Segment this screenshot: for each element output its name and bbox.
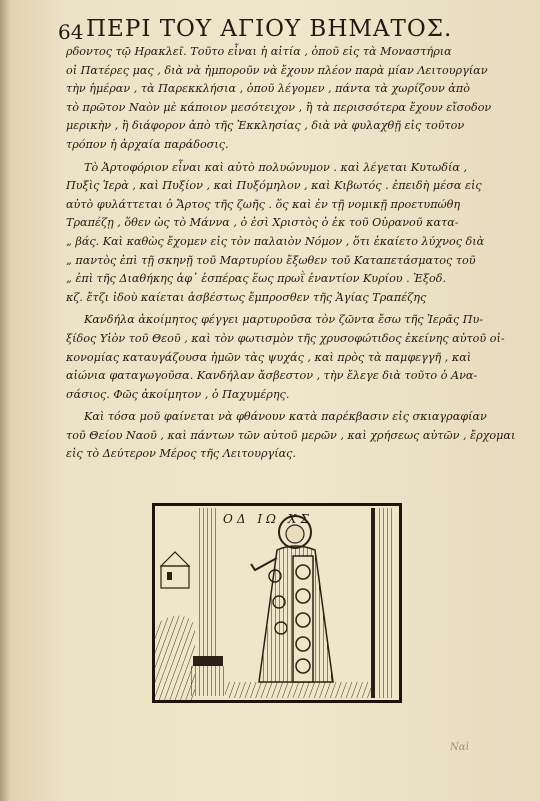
text-line: κονομίας καταυγάζουσα ἡμῶν τὰς ψυχάς , καὶ πρὸς τὰ παμφεγγῆ , καὶ bbox=[66, 350, 472, 364]
text-line: „ ἐπὶ τῆς Διαθήκης ἀφ᾽ ἑσπέρας ἕως πρωῒ ἐναντίον Κυρίου . Ἐξοδ. bbox=[66, 272, 447, 286]
page-gutter bbox=[0, 0, 10, 801]
text-line: ρδοντος τῷ Ηρακλεῖ. Τοῦτο εἶναι ἡ αἰτία , ὁποῦ εἰς τὰ Μοναστήρια bbox=[66, 45, 452, 58]
text-line: Τραπέζῃ , ὅθεν ὡς τὸ Μάννα , ὁ ἐσὶ Χριστὸς ὁ ἐκ τοῦ Οὐρανοῦ κατα- bbox=[66, 216, 459, 230]
catchword: Ναὶ bbox=[450, 742, 470, 753]
running-head: ΠΕΡΙ ΤΟΥ ΑΓΙΟΥ ΒΗΜΑΤΟΣ. bbox=[86, 16, 453, 42]
text-line: αὐτὸ φυλάττεται ὁ Ἄρτος τῆς ζωῆς . ὅς καὶ ἐν τῇ νομικῇ προετυπώθη bbox=[66, 197, 461, 211]
text-line: Πυξὶς Ἱερὰ , καὶ Πυξίον , καὶ Πυξόμηλον , καὶ Κιβωτός . ἐπειδὴ μέσα εἰς bbox=[66, 179, 482, 193]
text-line: εἰς τὸ Δεύτερον Μέρος τῆς Λειτουργίας. bbox=[66, 447, 296, 461]
body-text bbox=[66, 43, 518, 464]
text-line: σάσιος. Φῶς ἀκοίμητον , ὁ Παχυμέρης. bbox=[66, 387, 290, 401]
text-line: τοῦ Θείου Ναοῦ , καὶ πάντων τῶν αὐτοῦ μερῶν , καὶ χρήσεως αὐτῶν , ἔρχομαι bbox=[66, 428, 516, 442]
text-line: Τὸ Ἀρτοφόριον εἶναι καὶ αὐτὸ πολυώνυμον . καὶ λέγεται Κυτωδία , bbox=[84, 160, 468, 174]
page-header bbox=[58, 14, 498, 44]
text-line: τὸ πρῶτον Ναὸν μὲ κάποιον μεσότειχον , ἢ τὰ περισσότερα ἔχουν εἴσοδον bbox=[66, 100, 492, 114]
page-number: 64 bbox=[58, 20, 84, 44]
text-line: οἱ Πατέρες μας , διὰ νὰ ἠμποροῦν νὰ ἔχουν πλέον παρὰ μίαν Λειτουργίαν bbox=[66, 63, 488, 77]
woodcut-drawing bbox=[155, 506, 399, 700]
text-line: „ βάς. Καὶ καθὼς ἔχομεν εἰς τὸν παλαιὸν Νόμον , ὅτι ἐκαίετο λύχνος διὰ bbox=[66, 234, 485, 248]
woodcut-inscription: ΟΔ ΙΩ ΧΣ bbox=[223, 512, 313, 526]
text-line: αἰώνια φαταγωγοῦσα. Κανδήλαν ἄσβεστον , τὴν ἔλεγε διὰ τοῦτο ὁ Ανα- bbox=[66, 369, 478, 383]
text-line: Καὶ τόσα μοῦ φαίνεται νὰ φθάνουν κατὰ παρέκβασιν εἰς σκιαγραφίαν bbox=[84, 410, 487, 424]
woodcut-illustration bbox=[152, 503, 402, 703]
text-line: τὴν ἡμέραν , τὰ Παρεκκλήσια , ὁποῦ λέγομεν , πάντα τὰ χωρίζουν ἀπὸ bbox=[66, 82, 470, 96]
text-line: Κανδήλα ἀκοίμητος φέγγει μαρτυροῦσα τὸν ζῶντα ἔσω τῆς Ἱερᾶς Πυ- bbox=[84, 313, 484, 327]
text-line: τρόπον ἡ ἀρχαία παράδοσις. bbox=[66, 137, 229, 151]
text-line: „ παντὸς ἐπὶ τῇ σκηνῇ τοῦ Μαρτυρίου ἔξωθεν τοῦ Καταπετάσματος τοῦ bbox=[66, 253, 476, 267]
text-line: μερικὴν , ἢ διάφορον ἀπὸ τῆς Ἐκκλησίας , διὰ νὰ φυλαχθῇ εἰς τοῦτον bbox=[66, 119, 465, 133]
text-line: κζ. ἔτζι ἰδοὺ καίεται ἀσβέστως ἔμπροσθεν τῆς Ἁγίας Τραπέζης bbox=[66, 290, 427, 304]
text-line: ξίδος Υἱὸν τοῦ Θεοῦ , καὶ τὸν φωτισμὸν τῆς χρυσοφώτιδος ἐκείνης αὐτοῦ οἰ- bbox=[66, 331, 505, 345]
